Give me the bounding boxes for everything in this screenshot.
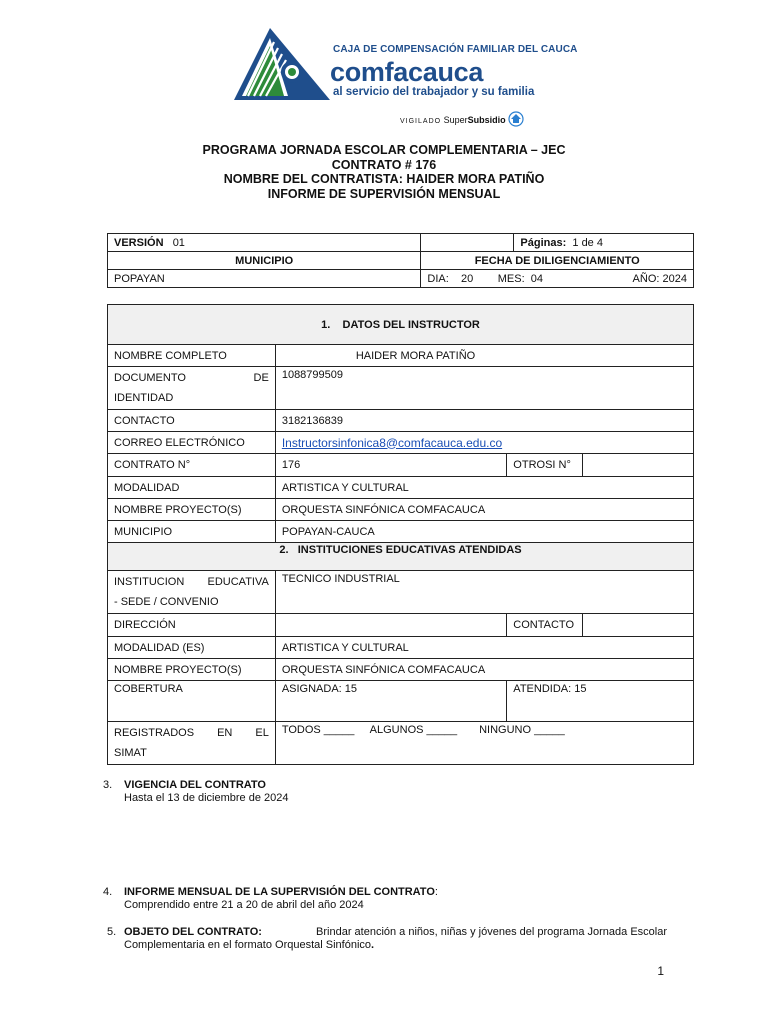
section-5-title: OBJETO DEL CONTRATO: [124, 926, 262, 938]
nombre-value: HAIDER MORA PATIÑO [275, 345, 693, 367]
section-3-number: 3. [103, 779, 113, 791]
vigilado-label: VIGILADO [400, 118, 442, 125]
section-5-number: 5. [107, 926, 117, 938]
otrosi-value [583, 454, 694, 477]
ano-value: 2024 [662, 272, 687, 285]
report-title: INFORME DE SUPERVISIÓN MENSUAL [267, 186, 501, 201]
section-1-header: 1. DATOS DEL INSTRUCTOR [108, 305, 694, 345]
contacto-ie-label: CONTACTO [507, 614, 583, 637]
section-5-text-a: Brindar atención a niños, niñas y jóvenes del programa Jornada Escolar [316, 926, 667, 938]
supersubsidio-house-icon [508, 111, 524, 127]
section-5: OBJETO DEL CONTRATO: Brindar atención a niños, niñas y jóvenes del programa Jornada Escolar Complementaria en el formato Orquestal Sinfónico. [124, 926, 667, 951]
fecha-header: FECHA DE DILIGENCIAMIENTO [421, 252, 694, 270]
todos-option: TODOS _____ [281, 724, 355, 736]
cobertura-label: COBERTURA [108, 681, 276, 722]
proyecto-ie-value: ORQUESTA SINFÓNICA COMFACAUCA [275, 659, 693, 681]
modalidades-value: ARTISTICA Y CULTURAL [275, 637, 693, 659]
direccion-value [275, 614, 506, 637]
mes-label: MES: [497, 272, 525, 285]
section-5-text-b: Complementaria en el formato Orquestal Sinfónico [124, 939, 372, 951]
contacto-ie-value [583, 614, 694, 637]
pages-value: 1 de 4 [572, 236, 603, 249]
version-label: VERSIÓN [114, 236, 164, 249]
mes-value: 04 [530, 272, 544, 285]
institucion-label: INSTITUCION EDUCATIVA - SEDE / CONVENIO [108, 571, 276, 614]
simat-label: REGISTRADOS EN EL SIMAT [108, 722, 276, 765]
contacto-value: 3182136839 [275, 410, 693, 432]
modalidad-value: ARTISTICA Y CULTURAL [275, 477, 693, 499]
documento-value: 1088799509 [275, 367, 693, 410]
contacto-label: CONTACTO [108, 410, 276, 432]
proyecto-ie-label: NOMBRE PROYECTO(S) [108, 659, 276, 681]
page-number: 1 [657, 964, 664, 978]
subsidio-label: Subsidio [467, 115, 506, 125]
municipio-header: MUNICIPIO [108, 252, 421, 270]
municipio-value: POPAYAN [108, 270, 421, 288]
program-title: PROGRAMA JORNADA ESCOLAR COMPLEMENTARIA – JEC [202, 143, 566, 157]
contractor-name: NOMBRE DEL CONTRATISTA: HAIDER MORA PATIÑO [223, 172, 545, 186]
section-4: INFORME MENSUAL DE LA SUPERVISIÓN DEL CONTRATO: Comprendido entre 21 a 20 de abril del año 2024 [124, 886, 438, 911]
comfacauca-emblem-icon [232, 26, 332, 102]
simat-options [275, 722, 693, 765]
section-3-text: Hasta el 13 de diciembre de 2024 [124, 792, 289, 804]
logo-org-name: CAJA DE COMPENSACIÓN FAMILIAR DEL CAUCA [333, 44, 578, 55]
correo-link[interactable]: Instructorsinfonica8@comfacauca.edu.co [281, 435, 503, 450]
nombre-label: NOMBRE COMPLETO [108, 345, 276, 367]
section-4-title: INFORME MENSUAL DE LA SUPERVISIÓN DEL CONTRATO [124, 886, 435, 898]
asignada-value: ASIGNADA: 15 [275, 681, 506, 722]
ninguno-option: NINGUNO _____ [479, 724, 565, 736]
contrato-label: CONTRATO N° [108, 454, 276, 477]
modalidad-label: MODALIDAD [108, 477, 276, 499]
institucion-value: TECNICO INDUSTRIAL [275, 571, 693, 614]
municipio-label: MUNICIPIO [108, 521, 276, 543]
correo-label: CORREO ELECTRÓNICO [108, 432, 276, 454]
meta-table [107, 233, 694, 288]
modalidades-label: MODALIDAD (ES) [108, 637, 276, 659]
direccion-label: DIRECCIÓN [108, 614, 276, 637]
otrosi-label: OTROSI N° [507, 454, 583, 477]
section-3 [124, 779, 289, 805]
vigilado-supersubsidio [400, 111, 524, 127]
pages-label: Páginas: [520, 236, 567, 249]
super-label: Super [443, 115, 468, 125]
ano-label: AÑO: [632, 272, 660, 285]
dia-label: DIA: [427, 272, 449, 285]
documento-label: DOCUMENTO DE IDENTIDAD [108, 367, 276, 410]
atendida-value: ATENDIDA: 15 [507, 681, 694, 722]
document-header [0, 143, 768, 201]
municipio-value: POPAYAN-CAUCA [275, 521, 693, 543]
section-3-title: VIGENCIA DEL CONTRATO [124, 779, 266, 791]
dia-value: 20 [461, 272, 474, 285]
contrato-value: 176 [275, 454, 506, 477]
logo-tagline: al servicio del trabajador y su familia [333, 86, 535, 98]
contract-number: CONTRATO # 176 [331, 157, 437, 172]
version-value: 01 [172, 236, 185, 249]
algunos-option: ALGUNOS _____ [369, 724, 458, 736]
proyecto-label: NOMBRE PROYECTO(S) [108, 499, 276, 521]
section-2-header: 2. INSTITUCIONES EDUCATIVAS ATENDIDAS [108, 543, 694, 571]
instructor-table [107, 304, 694, 765]
section-4-text: Comprendido entre 21 a 20 de abril del año 2024 [124, 899, 364, 911]
section-4-number: 4. [103, 886, 113, 898]
logo-brand-name: comfacauca [330, 57, 484, 87]
proyecto-value: ORQUESTA SINFÓNICA COMFACAUCA [275, 499, 693, 521]
